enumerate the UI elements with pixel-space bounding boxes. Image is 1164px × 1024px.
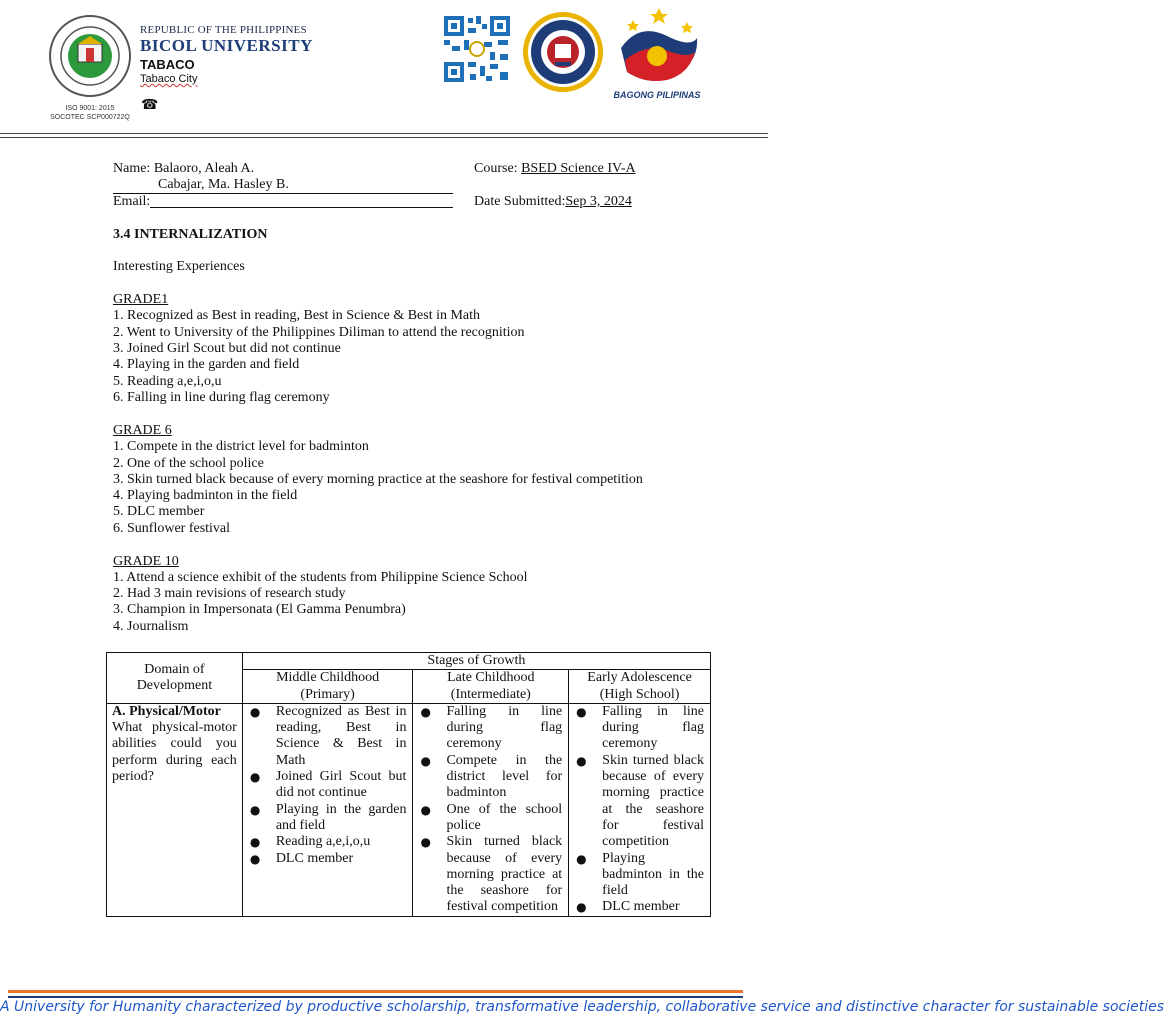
iso-certification xyxy=(48,104,132,122)
stages-of-growth-table xyxy=(106,652,711,917)
list-item: ● Recognized as Best in reading, Best in Science & Best in Math xyxy=(248,704,407,769)
late-childhood-cell xyxy=(413,703,569,916)
grade6-item: 6. Sunflower festival xyxy=(113,521,231,536)
header-rule-bottom xyxy=(0,137,768,138)
early-adolescence-cell xyxy=(569,703,711,916)
course-label: Course: xyxy=(474,161,518,176)
section-title: 3.4 INTERNALIZATION xyxy=(113,227,268,242)
grade6-item: 1. Compete in the district level for badminton xyxy=(113,439,369,454)
grade1-item: 3. Joined Girl Scout but did not continue xyxy=(113,341,341,356)
list-item: ● Falling in line during flag ceremony xyxy=(574,704,704,753)
grade6-item: 5. DLC member xyxy=(113,504,205,519)
list-item: ● DLC member xyxy=(574,899,704,915)
list-item: ● Reading a,e,i,o,u xyxy=(248,834,407,850)
grade6-heading: GRADE 6 xyxy=(113,423,172,438)
list-item: ● DLC member xyxy=(248,851,407,867)
course-field xyxy=(474,161,662,177)
domain-cell xyxy=(107,703,243,916)
middle-childhood-cell xyxy=(242,703,413,916)
date-value: Sep 3, 2024 xyxy=(565,194,632,209)
grade10-item: 1. Attend a science exhibit of the students from Philippine Science School xyxy=(113,570,528,585)
qr-code-icon xyxy=(442,14,512,84)
bagong-pilipinas-label: BAGONG PILIPINAS xyxy=(613,90,701,100)
list-item: ● Playing badminton in the field xyxy=(574,851,704,900)
grade10-item: 2. Had 3 main revisions of research study xyxy=(113,586,346,601)
university-name: BICOL UNIVERSITY xyxy=(140,36,313,55)
iso-line-2: SOCOTEC SCP000722Q xyxy=(50,114,130,121)
list-item: ● Skin turned black because of every morning practice at the seashore for festival competition xyxy=(574,753,704,851)
grade1-item: 6. Falling in line during flag ceremony xyxy=(113,390,330,405)
campus-name: TABACO xyxy=(140,57,195,72)
grade10-item: 3. Champion in Impersonata (El Gamma Penumbra) xyxy=(113,602,406,617)
header-rule-top xyxy=(0,133,768,134)
grade1-item: 5. Reading a,e,i,o,u xyxy=(113,374,222,389)
email-label: Email: xyxy=(113,194,151,209)
grade1-item: 4. Playing in the garden and field xyxy=(113,357,300,372)
bicol-university-seal xyxy=(48,14,132,98)
date-field xyxy=(474,194,654,210)
domain-header: Domain of Development xyxy=(107,653,243,704)
list-item: ● Falling in line during flag ceremony xyxy=(418,704,562,753)
footer-rule-orange xyxy=(8,990,743,993)
domain-question: What physical-motor abilities could you perform during each period? xyxy=(112,720,237,785)
phone-icon: ☎ xyxy=(141,97,159,113)
grade1-item: 2. Went to University of the Philippines Diliman to attend the recognition xyxy=(113,325,525,340)
grade1-item: 1. Recognized as Best in reading, Best in Science & Best in Math xyxy=(113,308,481,323)
campus-city: Tabaco City xyxy=(140,73,198,85)
grade6-item: 4. Playing badminton in the field xyxy=(113,488,298,503)
list-item: ● Skin turned black because of every morning practice at the seashore for festival competition xyxy=(418,834,562,915)
student-name-2-line xyxy=(113,177,453,194)
list-item: ● Joined Girl Scout but did not continue xyxy=(248,769,407,802)
grade6-item: 3. Skin turned black because of every morning practice at the seashore for festival competition xyxy=(113,472,643,487)
grade10-heading: GRADE 10 xyxy=(113,554,179,569)
course-value: BSED Science IV-A xyxy=(521,161,636,176)
grade1-heading: GRADE1 xyxy=(113,292,169,307)
list-item: ● Playing in the garden and field xyxy=(248,802,407,835)
republic-label: REPUBLIC OF THE PHILIPPINES xyxy=(140,24,307,36)
bicol-university-tabaco-seal xyxy=(521,10,605,94)
stage-early-adolescence: Early Adolescence (High School) xyxy=(569,670,711,704)
student-name-2: Cabajar, Ma. Hasley B. xyxy=(158,177,289,192)
domain-title: A. Physical/Motor xyxy=(112,703,221,719)
list-item: ● Compete in the district level for badminton xyxy=(418,753,562,802)
footer-rule-blue xyxy=(8,996,743,998)
list-item: ● One of the school police xyxy=(418,802,562,835)
date-label: Date Submitted: xyxy=(474,194,566,209)
iso-line-1: ISO 9001: 2015 xyxy=(65,105,115,112)
stage-middle-childhood: Middle Childhood (Primary) xyxy=(242,670,413,704)
email-field xyxy=(150,207,453,208)
grade6-item: 2. One of the school police xyxy=(113,456,264,471)
stages-header: Stages of Growth xyxy=(242,653,710,670)
footer-motto: A University for Humanity characterized by productive scholarship, transformative leadership, collaborative service and distinctive character for sustainable societies xyxy=(0,999,1164,1015)
stage-late-childhood: Late Childhood (Intermediate) xyxy=(413,670,569,704)
student-name-1: Name: Balaoro, Aleah A. xyxy=(113,161,255,176)
grade10-item: 4. Journalism xyxy=(113,619,189,634)
section-subtitle: Interesting Experiences xyxy=(113,259,245,274)
